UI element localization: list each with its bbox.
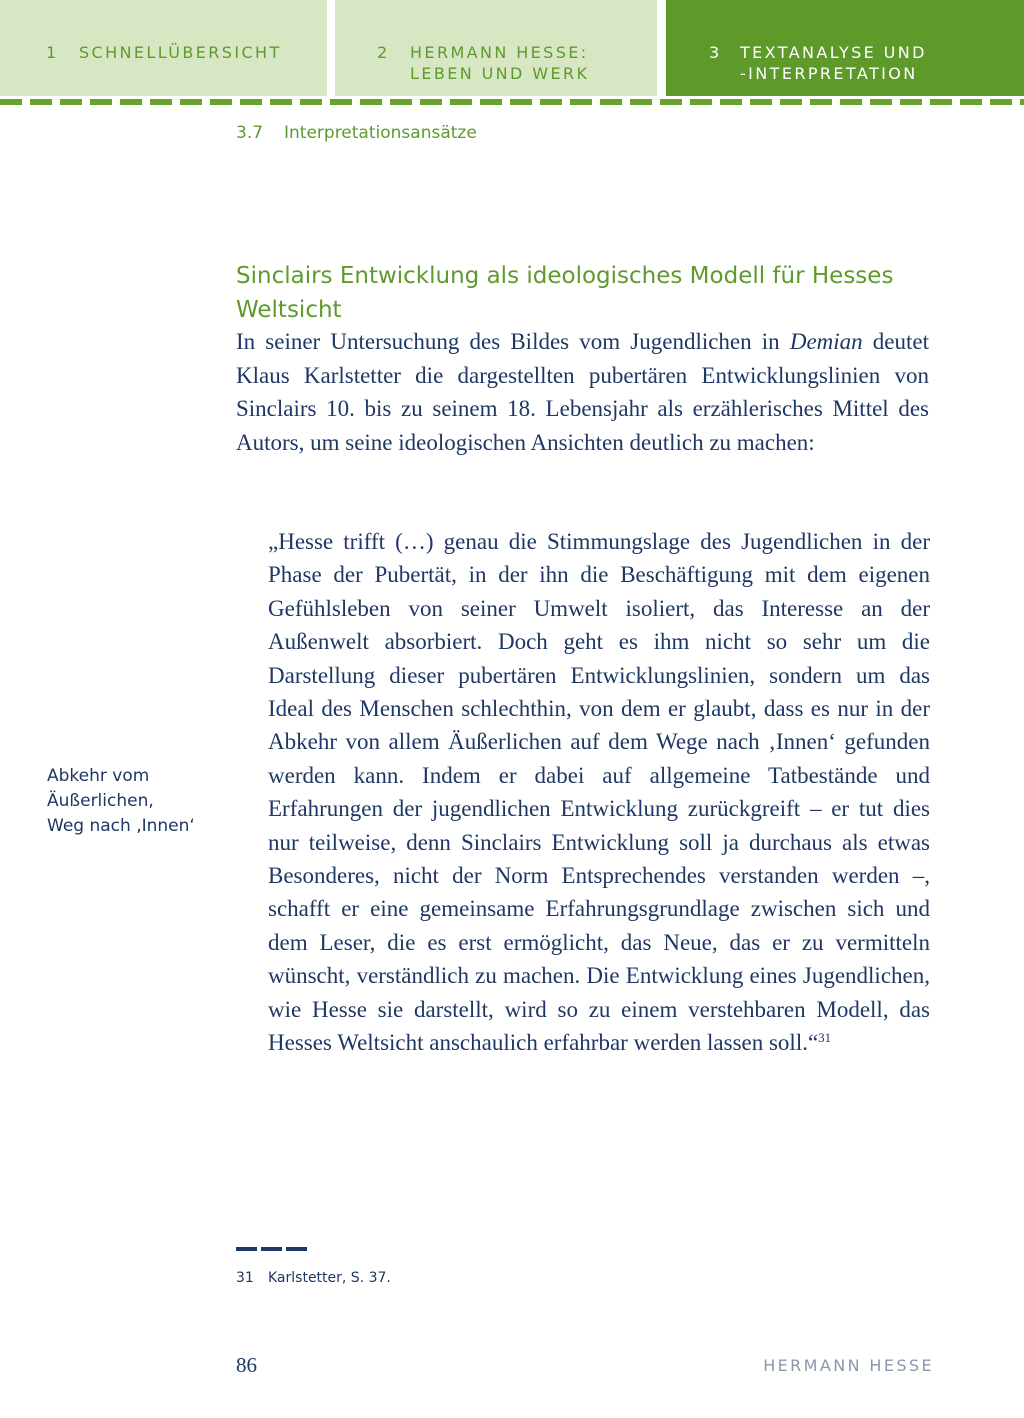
section-number: 3.7 [236,123,264,143]
body-text-part2: deutet Klaus Karlstetter die dargestellten pubertären Entwicklungslinien von Sinclairs 10. bis zu seinem 18. Lebensjahr als erzählerisches Mittel des Autors, um seine ideologischen Ansichten deutlich zu machen: [236,329,929,455]
running-title: HERMANN HESSE [763,1356,934,1375]
tab-number: 2 [377,43,390,62]
tab-label: HERMANN HESSE: LEBEN UND WERK [410,43,590,83]
margin-note: Abkehr vom Äußerlichen, Weg nach ‚Innen‘ [47,766,195,836]
tab-schnelluebersicht[interactable] [0,0,327,96]
body-text-part1: In seiner Untersuchung des Bildes vom Jugendlichen in [236,329,790,354]
footnote [236,1270,391,1286]
tab-label: TEXTANALYSE UND -INTERPRETATION [740,43,927,83]
footnote-reference[interactable]: 31 [818,1030,832,1046]
footnote-number: 31 [236,1270,254,1286]
header-dashed-divider [0,99,1024,105]
footnote-divider [236,1247,308,1251]
tab-leben-und-werk[interactable] [335,0,657,96]
book-title-emphasis: Demian [789,329,863,354]
quote-text: „Hesse trifft (…) genau die Stimmungslage des Jugendlichen in der Phase der Pubertät, in der ihn die Beschäftigung mit dem eigenen Gefühlsleben von seiner Umwelt isoliert, das Interesse an der Außenwelt absorbiert. Doch geht es ihm nicht so sehr um die Darstellung dieser pubertären Entwicklungslinien, sondern um das Ideal des Menschen schlechthin, von dem er glaubt, dass es nur in der Abkehr von allem Äußerlichen auf dem Wege nach ‚Innen‘ gefunden werden kann. Indem er dabei auf allgemeine Tatbestände und Erfahrungen der jugendlichen Entwicklung zurückgreift – er tut dies nur teilweise, denn Sinclairs Entwicklung soll ja durchaus als etwas Besonderes, nicht der Norm Entsprechendes verstanden werden –, schafft er eine gemeinsame Erfahrungsgrundlage zwischen sich und dem Leser, die es erst ermöglicht, das Neue, das er zu vermitteln wünscht, verständlich zu machen. Die Entwicklung eines Jugendlichen, wie Hesse sie darstellt, wird so zu einem verstehbaren Modell, das Hesses Weltsicht anschaulich erfahrbar werden lassen soll.“ [268,529,930,1056]
section-reference [236,123,477,143]
footnote-text: Karlstetter, S. 37. [268,1270,391,1286]
tab-number: 1 [46,43,59,62]
tab-number: 3 [709,43,722,62]
chapter-tabs [0,0,1024,96]
block-quote [268,525,930,1060]
tab-label: SCHNELLÜBERSICHT [79,43,282,62]
subsection-heading: Sinclairs Entwicklung als ideologisches Modell für Hesses Weltsicht [236,263,894,323]
tab-textanalyse[interactable] [666,0,1024,96]
section-title: Interpretationsansätze [284,123,477,143]
body-paragraph [236,325,929,459]
page-number: 86 [236,1353,257,1377]
